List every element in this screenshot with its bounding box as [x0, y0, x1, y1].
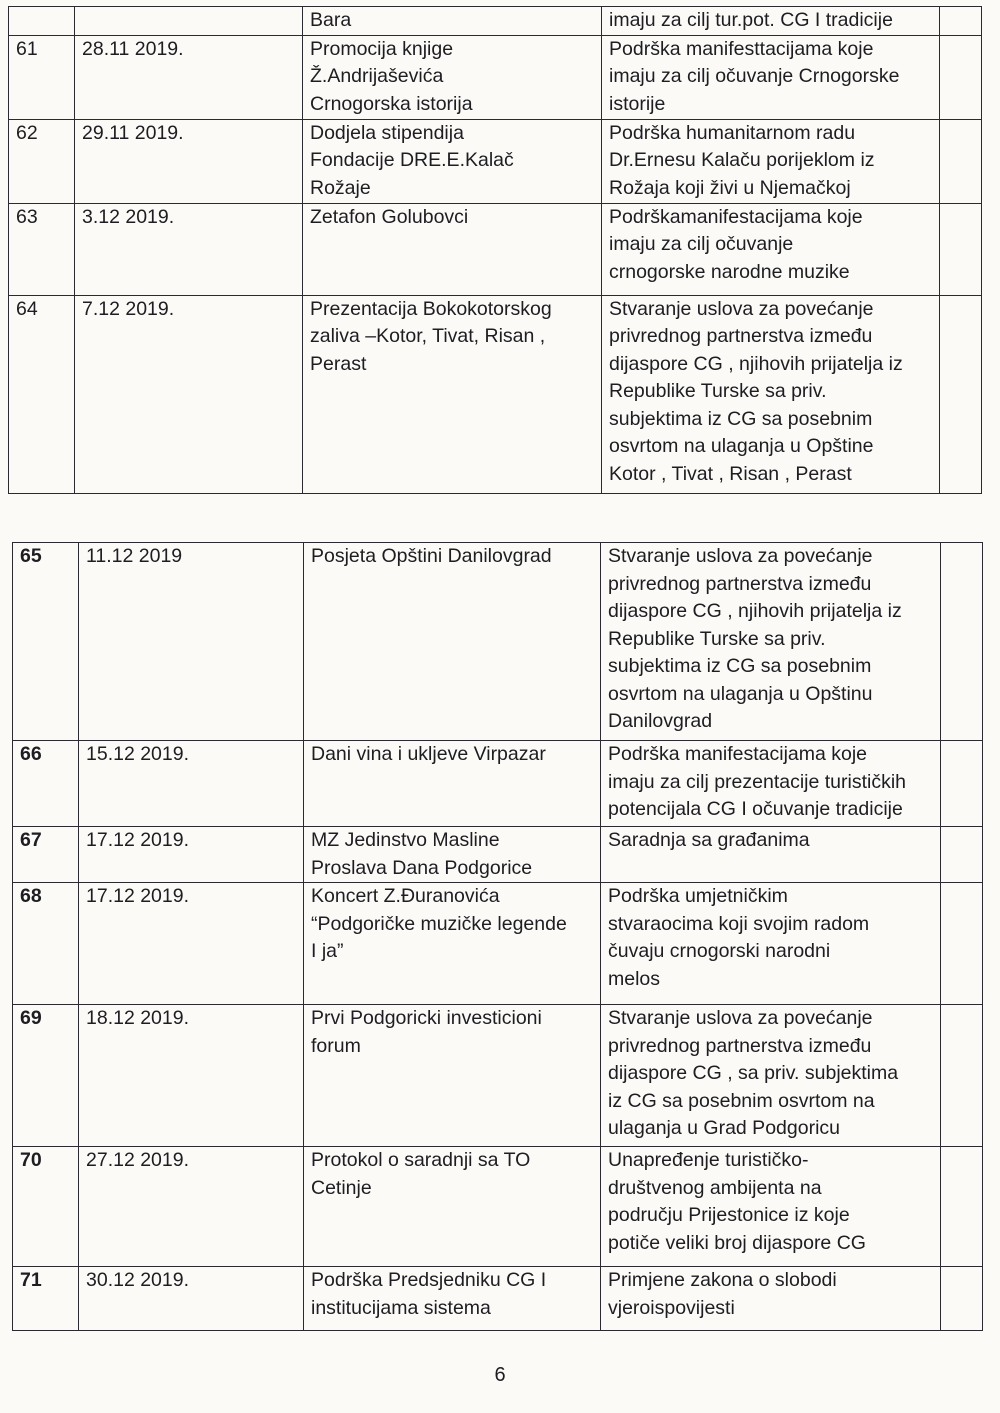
event-line: Prvi Podgoricki investicioni [311, 1007, 542, 1029]
blank-cell [941, 1147, 983, 1267]
blank-cell [940, 119, 982, 203]
event-line: Protokol o saradnji sa TO [311, 1149, 531, 1171]
blank-cell [940, 35, 982, 119]
description-line: imaju za cilj očuvanje [609, 233, 794, 255]
event-cell [304, 827, 601, 883]
table-row [13, 543, 983, 741]
table-row [13, 883, 983, 1005]
description-cell [601, 1005, 941, 1147]
blank-cell [941, 741, 983, 827]
event-line: Dodjela stipendija [310, 121, 464, 144]
date-cell: 30.12 2019. [79, 1267, 304, 1331]
row-number-cell: 64 [9, 295, 75, 493]
description-line: Kotor , Tivat , Risan , Perast [609, 462, 852, 485]
event-line: Proslava Dana Podgorice [311, 856, 533, 879]
event-line: Zetafon Golubovci [310, 205, 469, 228]
event-line: institucijama sistema [311, 1296, 491, 1319]
event-line: Cetinje [311, 1176, 372, 1199]
row-number-cell: 65 [13, 543, 79, 741]
row-number-cell: 62 [9, 119, 75, 203]
date-cell: 7.12 2019. [75, 295, 303, 493]
date-cell: 15.12 2019. [79, 741, 304, 827]
event-line: Prezentacija Bokokotorskog [310, 297, 552, 320]
event-line: MZ Jedinstvo Masline [311, 829, 500, 851]
description-cell [602, 203, 940, 295]
table-row [13, 1267, 983, 1331]
row-number-cell [9, 7, 75, 36]
description-line: imaju za cilj očuvanje Crnogorske [609, 65, 900, 87]
description-cell [601, 883, 941, 1005]
description-line: Podrška umjetničkim [608, 885, 788, 907]
description-line: osvrtom na ulaganja u Opštinu [608, 682, 873, 705]
events-table-top [8, 6, 982, 494]
description-line: potencijala CG I očuvanje tradicije [608, 798, 903, 820]
blank-cell [940, 203, 982, 295]
date-cell: 29.11 2019. [75, 119, 303, 203]
description-line: stvaraocima koji svojim radom [608, 912, 870, 935]
event-cell [304, 543, 601, 741]
event-cell [303, 7, 602, 36]
event-line: Dani vina i ukljeve Virpazar [311, 743, 546, 765]
row-number-cell: 66 [13, 741, 79, 827]
event-line: Fondacije DRE.E.Kalač [310, 149, 514, 171]
description-line: Podrška humanitarnom radu [609, 121, 856, 144]
table-row-continuation [9, 7, 982, 36]
event-line: Bara [310, 9, 352, 31]
blank-cell [941, 883, 983, 1005]
description-line: Stvaranje uslova za povećanje [609, 297, 874, 320]
description-line: potiče veliki broj dijaspore CG [608, 1231, 866, 1254]
description-cell [601, 1267, 941, 1331]
row-number-cell: 61 [9, 35, 75, 119]
table-row [13, 741, 983, 827]
description-line: Podrškamanifestacijama koje [609, 205, 863, 228]
event-line: Koncert Z.Đuranovića [311, 885, 500, 907]
row-number-cell: 68 [13, 883, 79, 1005]
event-cell [303, 203, 602, 295]
blank-cell [941, 1005, 983, 1147]
description-line: Stvaranje uslova za povećanje [608, 545, 873, 567]
description-line: Saradnja sa građanima [608, 829, 810, 851]
event-cell [303, 35, 602, 119]
date-cell: 17.12 2019. [79, 883, 304, 1005]
date-cell: 18.12 2019. [79, 1005, 304, 1147]
date-cell: 28.11 2019. [75, 35, 303, 119]
description-line: Podrška manifesttacijama koje [609, 37, 874, 60]
event-cell [303, 119, 602, 203]
table-row [13, 1005, 983, 1147]
description-line: Danilovgrad [608, 710, 713, 732]
description-line: Republike Turske sa priv. [609, 380, 827, 402]
description-line: subjektima iz CG sa posebnim [608, 655, 872, 677]
date-cell [75, 7, 303, 36]
event-line: “Podgoričke muzičke legende [311, 912, 567, 935]
description-line: dijaspore CG , njihovih prijatelja iz [609, 352, 903, 375]
event-line: Podrška Predsjedniku CG I [311, 1269, 547, 1291]
description-line: čuvaju crnogorski narodni [608, 940, 831, 962]
blank-cell [941, 827, 983, 883]
table-row [9, 35, 982, 119]
description-line: ulaganja u Grad Podgoricu [608, 1117, 840, 1139]
description-cell [602, 295, 940, 493]
row-number-cell: 67 [13, 827, 79, 883]
description-cell [602, 7, 940, 36]
description-line: području Prijestonice iz koje [608, 1204, 850, 1226]
table-row [9, 295, 982, 493]
description-line: Dr.Ernesu Kalaču porijeklom iz [609, 149, 875, 171]
description-line: iz CG sa posebnim osvrtom na [608, 1089, 875, 1112]
description-line: privrednog partnerstva između [608, 572, 872, 595]
table-row [13, 1147, 983, 1267]
description-cell [601, 827, 941, 883]
table-row [9, 203, 982, 295]
description-line: imaju za cilj tur.pot. CG I tradicije [609, 9, 893, 31]
event-cell [304, 741, 601, 827]
event-cell [304, 883, 601, 1005]
event-line: Perast [310, 352, 367, 375]
row-number-cell: 70 [13, 1147, 79, 1267]
date-cell: 17.12 2019. [79, 827, 304, 883]
description-line: dijaspore CG , njihovih prijatelja iz [608, 600, 902, 622]
table-row [13, 827, 983, 883]
description-line: osvrtom na ulaganja u Opštine [609, 435, 874, 457]
description-line: Stvaranje uslova za povećanje [608, 1007, 873, 1029]
description-line: melos [608, 967, 661, 990]
date-cell: 3.12 2019. [75, 203, 303, 295]
description-cell [602, 35, 940, 119]
event-line: zaliva –Kotor, Tivat, Risan , [310, 325, 546, 347]
description-line: privrednog partnerstva između [608, 1034, 872, 1057]
blank-cell [941, 1267, 983, 1331]
description-cell [601, 741, 941, 827]
description-cell [602, 119, 940, 203]
event-line: I ja” [311, 940, 344, 962]
description-line: dijaspore CG , sa priv. subjektima [608, 1062, 899, 1084]
description-line: Primjene zakona o slobodi [608, 1269, 837, 1291]
blank-cell [940, 7, 982, 36]
description-line: Rožaja koji živi u Njemačkoj [609, 176, 851, 199]
event-line: Posjeta Opštini Danilovgrad [311, 545, 552, 567]
page-number: 6 [494, 1364, 506, 1386]
events-table-bottom [12, 542, 983, 1331]
date-cell: 11.12 2019 [79, 543, 304, 741]
description-line: istorije [609, 92, 666, 115]
description-line: vjeroispovijesti [608, 1296, 735, 1319]
description-line: privrednog partnerstva između [609, 325, 873, 347]
event-cell [304, 1267, 601, 1331]
event-cell [304, 1005, 601, 1147]
event-line: Rožaje [310, 176, 371, 199]
row-number-cell: 63 [9, 203, 75, 295]
event-line: forum [311, 1034, 361, 1057]
row-number-cell: 69 [13, 1005, 79, 1147]
description-line: Podrška manifestacijama koje [608, 743, 868, 765]
row-number-cell: 71 [13, 1267, 79, 1331]
description-line: imaju za cilj prezentacije turističkih [608, 770, 907, 793]
date-cell: 27.12 2019. [79, 1147, 304, 1267]
description-line: crnogorske narodne muzike [609, 260, 850, 283]
event-line: Crnogorska istorija [310, 92, 473, 115]
blank-cell [941, 543, 983, 741]
blank-cell [940, 295, 982, 493]
description-line: Unapređenje turističko- [608, 1149, 809, 1171]
description-cell [601, 543, 941, 741]
event-cell [303, 295, 602, 493]
table-row [9, 119, 982, 203]
description-line: društvenog ambijenta na [608, 1176, 822, 1199]
event-line: Ž.Andrijaševića [310, 65, 444, 87]
event-cell [304, 1147, 601, 1267]
event-line: Promocija knjige [310, 37, 454, 60]
description-cell [601, 1147, 941, 1267]
description-line: subjektima iz CG sa posebnim [609, 407, 873, 430]
description-line: Republike Turske sa priv. [608, 627, 826, 650]
